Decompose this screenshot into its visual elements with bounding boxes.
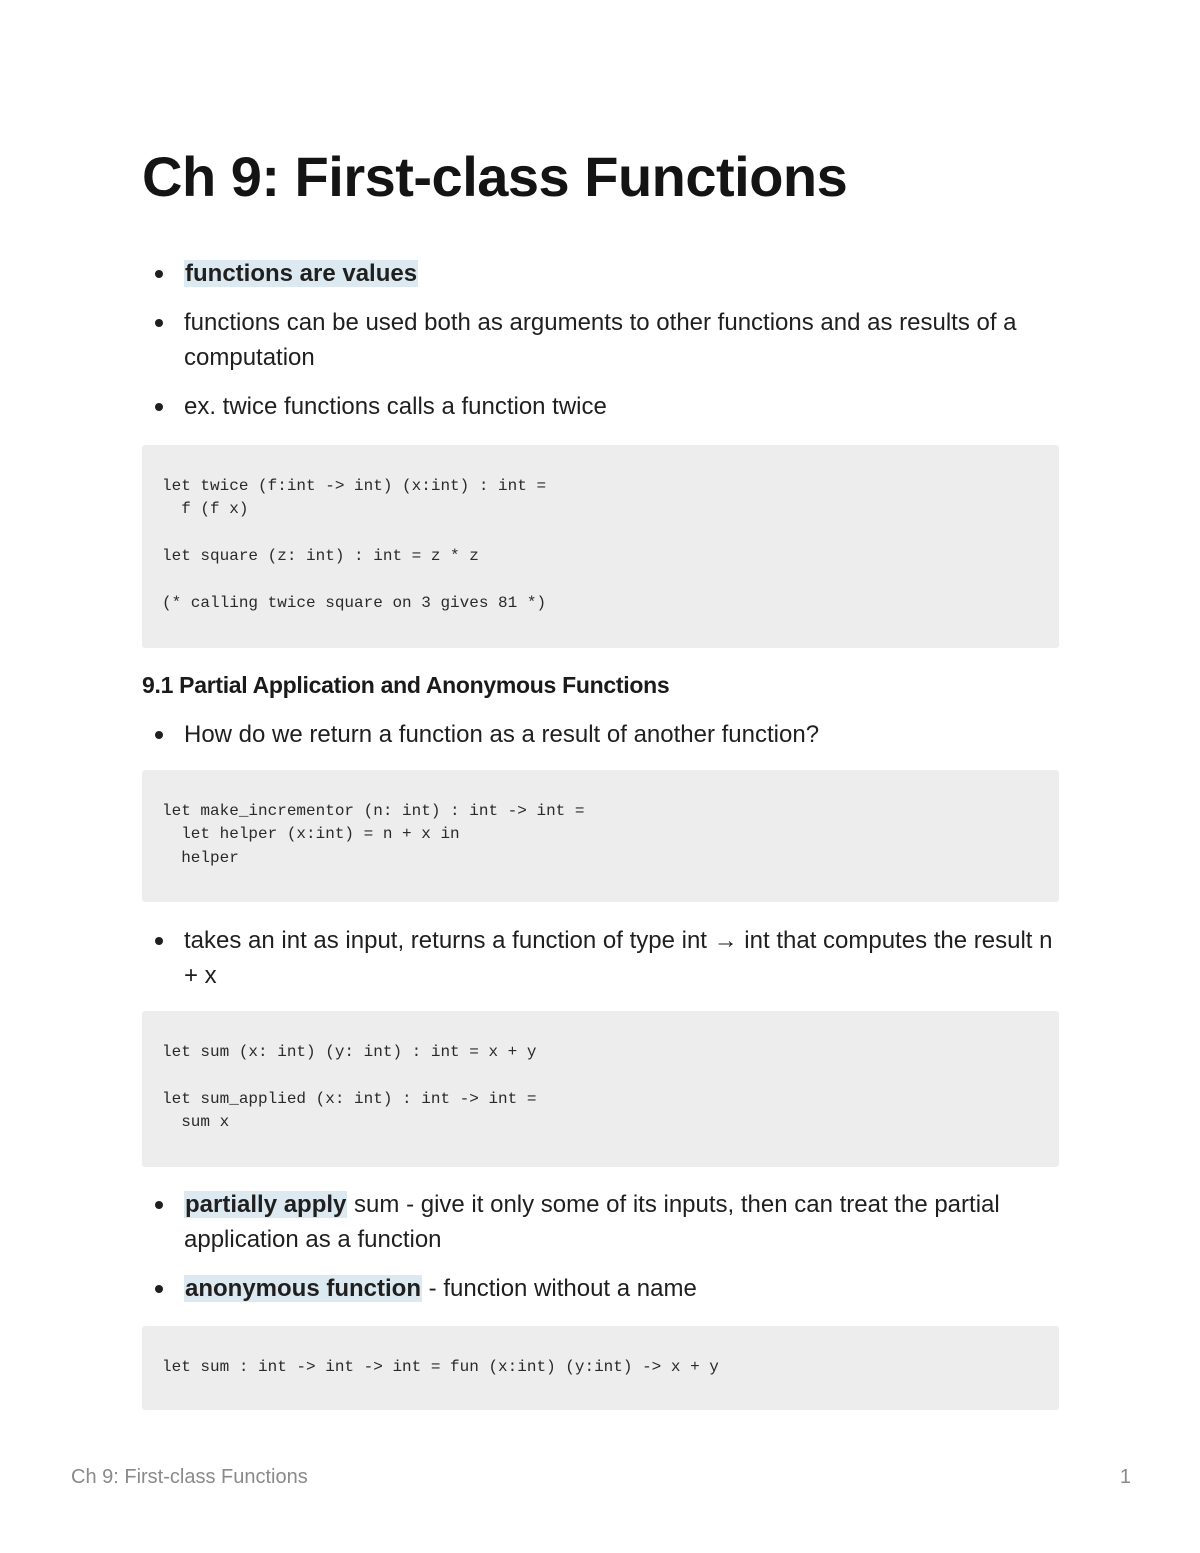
section-bullet-list: [142, 1187, 1059, 1320]
code-text: let sum : int -> int -> int = fun (x:int) (y:int) -> x + y: [162, 1358, 719, 1376]
code-text: let twice (f:int -> int) (x:int) : int = f (f x) let square (z: int) : int = z * z (* calling twice square on 3 gives 81 *): [162, 477, 547, 613]
list-item: [142, 717, 1059, 752]
bullet-text: sum - give it only some of its inputs, then can treat the partial application as a function: [184, 1191, 1000, 1253]
section-heading: 9.1 Partial Application and Anonymous Functions: [142, 672, 670, 698]
code-block: [142, 1326, 1059, 1410]
code-block: [142, 445, 1059, 648]
code-text: let make_incrementor (n: int) : int -> int = let helper (x:int) = n + x in helper: [162, 802, 585, 867]
footer-title: Ch 9: First-class Functions: [71, 1466, 308, 1488]
code-text: let sum (x: int) (y: int) : int = x + y let sum_applied (x: int) : int -> int = sum x: [162, 1043, 537, 1132]
code-block: [142, 770, 1059, 902]
page-title: Ch 9: First-class Functions: [142, 145, 848, 208]
list-item: [142, 305, 1059, 375]
section-bullet-list: [142, 923, 1059, 1007]
page-number: 1: [1119, 1466, 1131, 1488]
list-item: [142, 1187, 1059, 1257]
highlighted-term: anonymous function: [185, 1275, 421, 1302]
highlighted-term: functions are values: [185, 260, 418, 287]
section-bullet-list: [142, 717, 1059, 766]
bullet-text: How do we return a function as a result of another function?: [184, 721, 820, 748]
list-item: [142, 1271, 1059, 1306]
bullet-text: takes an int as input, returns a function of type int → int that computes the result n + x: [184, 927, 1053, 989]
list-item: [142, 256, 1059, 291]
intro-bullet-list: [142, 256, 1059, 438]
code-block: [142, 1011, 1059, 1167]
highlighted-term: partially apply: [185, 1191, 347, 1218]
list-item: [142, 389, 1059, 424]
bullet-text: functions can be used both as arguments to other functions and as results of a computation: [184, 309, 1017, 371]
bullet-text: ex. twice functions calls a function twice: [184, 393, 607, 420]
bullet-text: - function without a name: [422, 1275, 697, 1302]
list-item: [142, 923, 1059, 993]
